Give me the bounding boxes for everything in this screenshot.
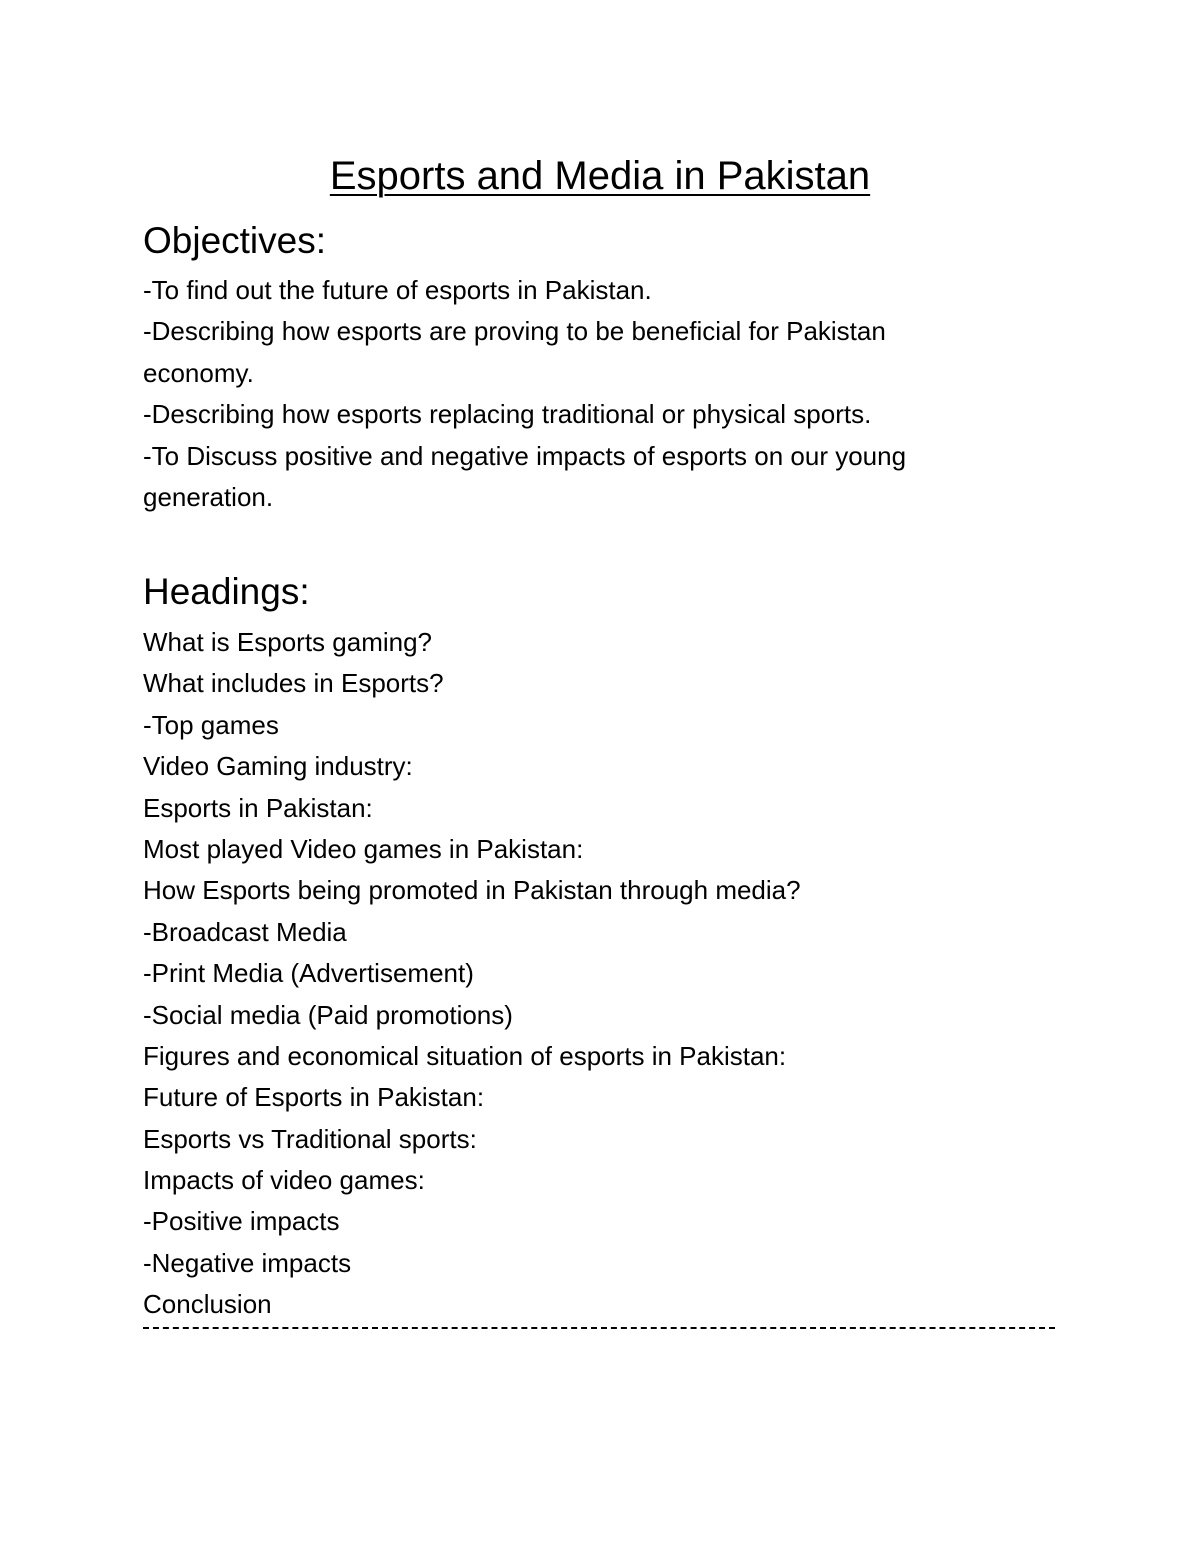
objective-line: -Describing how esports replacing traditional or physical sports. (143, 399, 872, 430)
headings-heading: Headings: (143, 571, 310, 612)
objective-line: -To find out the future of esports in Pakistan. (143, 275, 652, 305)
dashed-separator (143, 1327, 1055, 1329)
objectives-list (143, 270, 1063, 518)
objective-line: generation. (143, 481, 274, 512)
document-title-text: Esports and Media in Pakistan (329, 154, 871, 198)
heading-line: Most played Video games in Pakistan: (143, 833, 584, 864)
objective-line: economy. (143, 357, 254, 388)
heading-line: -Social media (Paid promotions) (143, 999, 513, 1030)
heading-line: -Positive impacts (143, 1206, 340, 1237)
heading-line: -Broadcast Media (143, 916, 347, 947)
heading-line: Impacts of video games: (143, 1165, 425, 1196)
heading-line: Video Gaming industry: (143, 751, 413, 782)
heading-line: What is Esports gaming? (143, 627, 433, 657)
heading-line: -Top games (143, 709, 279, 740)
heading-line: What includes in Esports? (143, 668, 444, 699)
headings-list (143, 622, 1063, 1326)
objective-line: -Describing how esports are proving to be beneficial for Pakistan (143, 316, 886, 347)
heading-line: Conclusion (143, 1289, 272, 1320)
heading-line: -Negative impacts (143, 1247, 352, 1278)
heading-line: Figures and economical situation of esports in Pakistan: (143, 1040, 787, 1071)
heading-line: Esports vs Traditional sports: (143, 1123, 477, 1154)
heading-line: Esports in Pakistan: (143, 792, 373, 823)
heading-line: How Esports being promoted in Pakistan through media? (143, 875, 801, 906)
objective-line: -To Discuss positive and negative impacts of esports on our young (143, 440, 907, 471)
heading-line: -Print Media (Advertisement) (143, 958, 474, 989)
heading-line: Future of Esports in Pakistan: (143, 1082, 485, 1113)
document-title (0, 150, 1200, 202)
objectives-heading: Objectives: (143, 220, 327, 261)
